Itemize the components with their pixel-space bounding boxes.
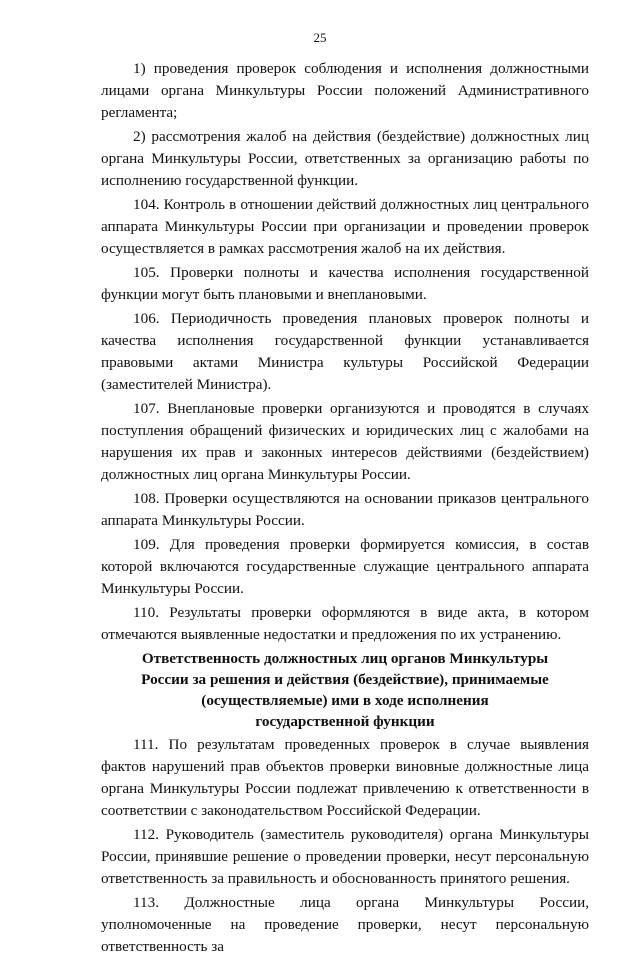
paragraph-112: 112. Руководитель (заместитель руководителя) органа Минкультуры России, принявшие решение о проведении проверки, несут персональную ответственность за правильность и обоснованность принятого решения. (101, 826, 589, 887)
section-heading (101, 648, 589, 732)
paragraph-105: 105. Проверки полноты и качества исполнения государственной функции могут быть плановыми и внеплановыми. (101, 264, 589, 303)
section-heading-line: России за решения и действия (бездействие), принимаемые (141, 671, 549, 688)
paragraph-106: 106. Периодичность проведения плановых проверок полноты и качества исполнения государственной функции устанавливается правовыми актами Министра культуры Российской Федерации (заместителей Министра). (101, 310, 589, 393)
paragraph-108: 108. Проверки осуществляются на основании приказов центрального аппарата Минкультуры России. (101, 490, 589, 529)
paragraph-104: 104. Контроль в отношении действий должностных лиц центрального аппарата Минкультуры России при организации и проведении проверок осуществляется в рамках рассмотрения жалоб на их действия. (101, 196, 589, 257)
paragraph-item-1: 1) проведения проверок соблюдения и исполнения должностными лицами органа Минкультуры России положений Административного регламента; (101, 60, 589, 121)
paragraph-109: 109. Для проведения проверки формируется комиссия, в состав которой включаются государственные служащие центрального аппарата Минкультуры России. (101, 536, 589, 597)
paragraph-110: 110. Результаты проверки оформляются в виде акта, в котором отмечаются выявленные недостатки и предложения по их устранению. (101, 604, 589, 643)
section-heading-line: Ответственность должностных лиц органов Минкультуры (141, 650, 549, 667)
section-heading-line: (осуществляемые) ими в ходе исполнения (201, 692, 489, 709)
document-body (101, 58, 589, 960)
paragraph-113: 113. Должностные лица органа Минкультуры России, уполномоченные на проведение проверки, несут персональную ответственность за (101, 894, 589, 955)
paragraph-item-2: 2) рассмотрения жалоб на действия (бездействие) должностных лиц органа Минкультуры России, ответственных за организацию работы по исполнению государственной функции. (101, 128, 589, 189)
paragraph-107: 107. Внеплановые проверки организуются и проводятся в случаях поступления обращений физических и юридических лиц с жалобами на нарушения их прав и законных интересов действиями (бездействием) должностных лиц органа Минкультуры России. (101, 400, 589, 483)
paragraph-111: 111. По результатам проведенных проверок в случае выявления фактов нарушений прав объектов проверки виновные должностные лица органа Минкультуры России подлежат привлечению к ответственности в соответствии с законодательством Российской Федерации. (101, 736, 589, 819)
page-number: 25 (313, 30, 327, 45)
section-heading-line: государственной функции (255, 713, 435, 730)
